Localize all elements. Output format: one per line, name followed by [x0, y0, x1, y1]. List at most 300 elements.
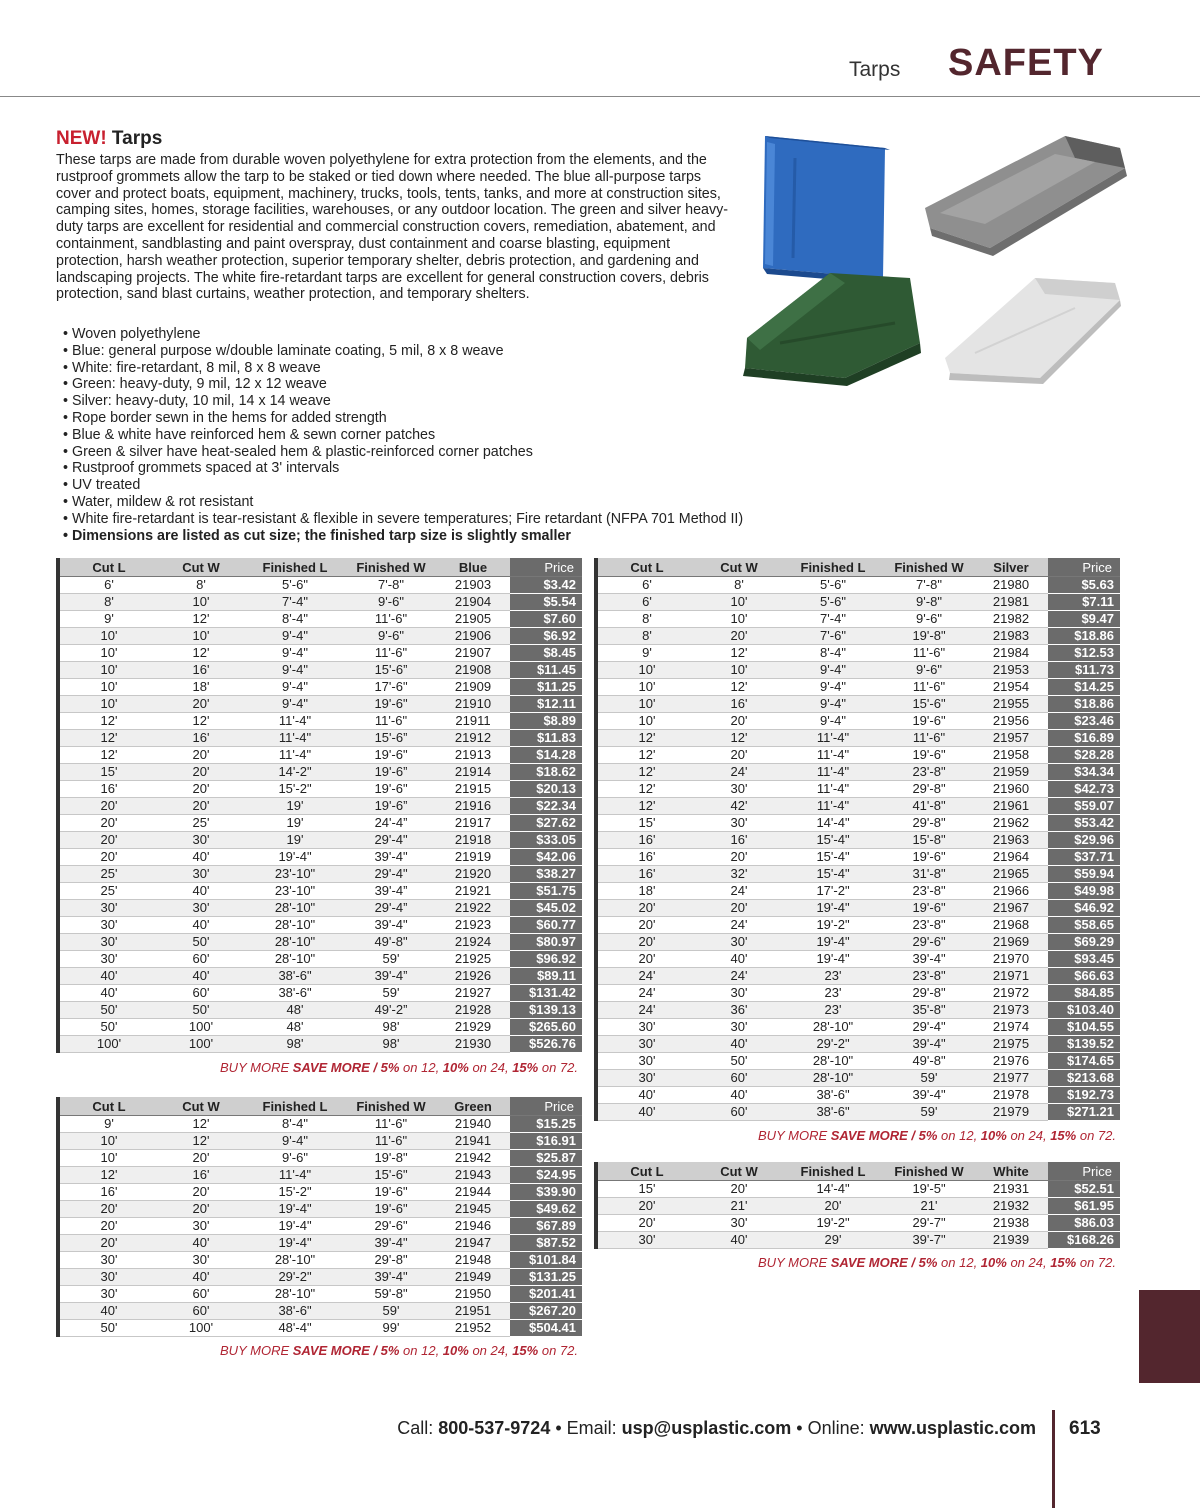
dimension-cell: 19'-6" [346, 747, 436, 764]
dimension-cell: 40' [158, 1269, 244, 1286]
table-row [596, 917, 1120, 934]
dimension-cell: 40' [158, 917, 244, 934]
price-cell: $174.65 [1048, 1053, 1120, 1070]
dimension-cell: 7'-8" [884, 577, 974, 594]
dimension-cell: 8' [596, 628, 696, 645]
silver-tarp-table [594, 558, 1120, 1121]
dimension-cell: 30' [696, 934, 782, 951]
dimension-cell: 9'-4" [244, 662, 346, 679]
price-cell: $45.02 [510, 900, 582, 917]
dimension-cell: 98' [346, 1019, 436, 1036]
item-number-cell: 21903 [436, 577, 510, 594]
dimension-cell: 48'-4" [244, 1320, 346, 1337]
item-number-cell: 21909 [436, 679, 510, 696]
item-number-cell: 21950 [436, 1286, 510, 1303]
price-cell: $12.53 [1048, 645, 1120, 662]
price-cell: $16.91 [510, 1133, 582, 1150]
dimension-cell: 20' [158, 747, 244, 764]
price-cell: $6.92 [510, 628, 582, 645]
price-cell: $89.11 [510, 968, 582, 985]
dimension-cell: 11'-6" [884, 730, 974, 747]
table-row [596, 594, 1120, 611]
price-cell: $201.41 [510, 1286, 582, 1303]
dimension-cell: 19'-6" [346, 1184, 436, 1201]
dimension-cell: 19'-6” [346, 764, 436, 781]
price-cell: $39.90 [510, 1184, 582, 1201]
dimension-cell: 9'-4" [782, 662, 884, 679]
dimension-cell: 9'-4" [244, 1133, 346, 1150]
dimension-cell: 30' [596, 1053, 696, 1070]
item-number-cell: 21953 [974, 662, 1048, 679]
dimension-cell: 39'-7" [884, 1232, 974, 1249]
dimension-cell: 8' [696, 577, 782, 594]
table-row [596, 1002, 1120, 1019]
price-cell: $49.98 [1048, 883, 1120, 900]
table-row [58, 645, 582, 662]
table-row [58, 662, 582, 679]
dimension-cell: 11'-4" [244, 730, 346, 747]
phone-number[interactable]: 800-537-9724 [438, 1418, 551, 1438]
price-cell: $59.94 [1048, 866, 1120, 883]
dimension-cell: 20' [158, 1150, 244, 1167]
dimension-cell: 5'-6" [244, 577, 346, 594]
dimension-cell: 19'-4" [244, 849, 346, 866]
table-row [58, 1019, 582, 1036]
item-number-cell: 21916 [436, 798, 510, 815]
dimension-cell: 39'-4" [884, 1036, 974, 1053]
price-cell: $103.40 [1048, 1002, 1120, 1019]
product-title-text: Tarps [106, 128, 163, 149]
dimension-cell: 12' [158, 713, 244, 730]
table-row [596, 900, 1120, 917]
table-row [58, 1184, 582, 1201]
item-number-cell: 21955 [974, 696, 1048, 713]
table-row [596, 1087, 1120, 1104]
price-cell: $25.87 [510, 1150, 582, 1167]
dimension-cell: 15' [58, 764, 158, 781]
feature-item: • Blue & white have reinforced hem & sewn corner patches [63, 426, 436, 443]
dimension-cell: 20' [58, 832, 158, 849]
item-number-cell: 21952 [436, 1320, 510, 1337]
dimension-cell: 16' [596, 832, 696, 849]
price-cell: $86.03 [1048, 1215, 1120, 1232]
dimension-cell: 19'-8" [346, 1150, 436, 1167]
dimension-cell: 24'-4” [346, 815, 436, 832]
item-number-cell: 21910 [436, 696, 510, 713]
dimension-cell: 18' [596, 883, 696, 900]
table-row [58, 900, 582, 917]
feature-item: • Water, mildew & rot resistant [63, 493, 254, 510]
dimension-cell: 10' [696, 611, 782, 628]
dimension-cell: 59' [884, 1070, 974, 1087]
dimension-cell: 29'-8" [346, 1252, 436, 1269]
item-number-cell: 21926 [436, 968, 510, 985]
dimension-cell: 24' [596, 968, 696, 985]
dimension-cell: 50' [58, 1320, 158, 1337]
price-cell: $192.73 [1048, 1087, 1120, 1104]
item-number-cell: 21974 [974, 1019, 1048, 1036]
dimension-cell: 24' [696, 968, 782, 985]
dimension-cell: 12' [696, 645, 782, 662]
dimension-cell: 15'-2" [244, 781, 346, 798]
price-cell: $8.45 [510, 645, 582, 662]
dimension-cell: 11'-4" [782, 781, 884, 798]
table-row [58, 781, 582, 798]
dimension-cell: 23'-8" [884, 968, 974, 985]
silver-table-body [596, 577, 1120, 1121]
table-row [58, 1218, 582, 1235]
dimension-cell: 12' [596, 781, 696, 798]
dimension-cell: 20' [596, 934, 696, 951]
dimension-cell: 38'-6" [782, 1104, 884, 1121]
dimension-cell: 30' [58, 1286, 158, 1303]
price-cell: $49.62 [510, 1201, 582, 1218]
item-number-cell: 21930 [436, 1036, 510, 1053]
item-number-cell: 21942 [436, 1150, 510, 1167]
dimension-cell: 5'-6" [782, 577, 884, 594]
table-row [58, 611, 582, 628]
price-cell: $93.45 [1048, 951, 1120, 968]
table-row [596, 1053, 1120, 1070]
dimension-cell: 19'-4" [782, 951, 884, 968]
dimension-cell: 23'-8" [884, 917, 974, 934]
table-row [596, 747, 1120, 764]
item-number-cell: 21972 [974, 985, 1048, 1002]
price-cell: $29.96 [1048, 832, 1120, 849]
dimension-cell: 10' [158, 594, 244, 611]
item-number-cell: 21941 [436, 1133, 510, 1150]
item-number-cell: 21947 [436, 1235, 510, 1252]
table-row [596, 628, 1120, 645]
table-row [596, 662, 1120, 679]
dimension-cell: 9' [596, 645, 696, 662]
new-badge: NEW! [56, 128, 107, 149]
dimension-cell: 30' [158, 900, 244, 917]
dimension-cell: 6' [58, 577, 158, 594]
feature-item-bold: • Dimensions are listed as cut size; the finished tarp size is slightly smaller [63, 527, 571, 544]
col-header: Finished L [244, 558, 346, 577]
price-cell: $60.77 [510, 917, 582, 934]
dimension-cell: 29'-4" [346, 866, 436, 883]
dimension-cell: 19' [244, 832, 346, 849]
item-number-cell: 21932 [974, 1198, 1048, 1215]
dimension-cell: 40' [58, 1303, 158, 1320]
table-row [58, 1252, 582, 1269]
price-cell: $271.21 [1048, 1104, 1120, 1121]
dimension-cell: 11'-4" [244, 747, 346, 764]
item-number-cell: 21949 [436, 1269, 510, 1286]
table-row [58, 1116, 582, 1133]
price-cell: $18.86 [1048, 628, 1120, 645]
dimension-cell: 41'-8" [884, 798, 974, 815]
dimension-cell: 20' [696, 628, 782, 645]
table-row [58, 1303, 582, 1320]
dimension-cell: 20' [58, 798, 158, 815]
price-cell: $67.89 [510, 1218, 582, 1235]
item-number-cell: 21948 [436, 1252, 510, 1269]
dimension-cell: 30' [696, 815, 782, 832]
dimension-cell: 19' [244, 798, 346, 815]
item-number-cell: 21964 [974, 849, 1048, 866]
table-row [58, 1320, 582, 1337]
dimension-cell: 5'-6" [782, 594, 884, 611]
item-number-cell: 21956 [974, 713, 1048, 730]
feature-item: • Woven polyethylene [63, 326, 201, 342]
price-cell: $213.68 [1048, 1070, 1120, 1087]
dimension-cell: 30' [58, 951, 158, 968]
table-row [596, 645, 1120, 662]
dimension-cell: 42' [696, 798, 782, 815]
price-cell: $267.20 [510, 1303, 582, 1320]
dimension-cell: 40' [696, 1036, 782, 1053]
item-number-cell: 21905 [436, 611, 510, 628]
dimension-cell: 60' [696, 1104, 782, 1121]
table-row [58, 1235, 582, 1252]
dimension-cell: 12' [596, 730, 696, 747]
dimension-cell: 9'-6" [884, 662, 974, 679]
dimension-cell: 9' [58, 611, 158, 628]
item-number-cell: 21979 [974, 1104, 1048, 1121]
dimension-cell: 30' [696, 781, 782, 798]
dimension-cell: 9'-6" [244, 1150, 346, 1167]
item-number-cell: 21957 [974, 730, 1048, 747]
price-cell: $168.26 [1048, 1232, 1120, 1249]
price-cell: $12.11 [510, 696, 582, 713]
item-number-cell: 21962 [974, 815, 1048, 832]
table-row [596, 1215, 1120, 1232]
item-number-cell: 21915 [436, 781, 510, 798]
table-row [58, 951, 582, 968]
feature-item: • Silver: heavy-duty, 10 mil, 14 x 14 weave [63, 393, 331, 410]
dimension-cell: 20' [58, 1201, 158, 1218]
price-cell: $265.60 [510, 1019, 582, 1036]
dimension-cell: 30' [158, 1252, 244, 1269]
dimension-cell: 6' [596, 594, 696, 611]
table-row [58, 832, 582, 849]
dimension-cell: 23' [782, 985, 884, 1002]
table-row [596, 985, 1120, 1002]
dimension-cell: 9'-6" [346, 594, 436, 611]
dimension-cell: 28'-10" [244, 917, 346, 934]
item-number-cell: 21982 [974, 611, 1048, 628]
table-row [596, 679, 1120, 696]
col-header: Cut W [696, 1162, 782, 1181]
website-link[interactable]: www.usplastic.com [869, 1418, 1036, 1438]
price-cell: $27.62 [510, 815, 582, 832]
dimension-cell: 6' [596, 577, 696, 594]
dimension-cell: 20' [58, 849, 158, 866]
dimension-cell: 30' [596, 1232, 696, 1249]
price-cell: $51.75 [510, 883, 582, 900]
table-header-row [596, 1162, 1120, 1181]
dimension-cell: 40' [58, 985, 158, 1002]
dimension-cell: 10' [58, 645, 158, 662]
dimension-cell: 29' [782, 1232, 884, 1249]
item-number-cell: 21914 [436, 764, 510, 781]
dimension-cell: 12' [596, 798, 696, 815]
price-cell: $22.34 [510, 798, 582, 815]
green-table-body [58, 1116, 582, 1337]
dimension-cell: 29'-6" [346, 1218, 436, 1235]
dimension-cell: 40' [596, 1104, 696, 1121]
email-link[interactable]: usp@usplastic.com [621, 1418, 792, 1438]
price-cell: $46.92 [1048, 900, 1120, 917]
item-number-cell: 21969 [974, 934, 1048, 951]
feature-item: • Rope border sewn in the hems for added strength [63, 409, 387, 426]
table-row [58, 696, 582, 713]
dimension-cell: 30' [696, 1215, 782, 1232]
dimension-cell: 9'-4" [244, 628, 346, 645]
dimension-cell: 9'-8" [884, 594, 974, 611]
dimension-cell: 20' [596, 1198, 696, 1215]
table-row [58, 713, 582, 730]
dimension-cell: 50' [696, 1053, 782, 1070]
dimension-cell: 8'-4" [244, 1116, 346, 1133]
item-number-cell: 21925 [436, 951, 510, 968]
item-number-cell: 21927 [436, 985, 510, 1002]
dimension-cell: 10' [596, 679, 696, 696]
dimension-cell: 30' [58, 917, 158, 934]
price-cell: $14.28 [510, 747, 582, 764]
dimension-cell: 16' [58, 1184, 158, 1201]
col-header: Price [1048, 1162, 1120, 1181]
item-number-cell: 21968 [974, 917, 1048, 934]
price-cell: $15.25 [510, 1116, 582, 1133]
table-row [58, 934, 582, 951]
dimension-cell: 14'-4" [782, 1181, 884, 1198]
item-number-cell: 21984 [974, 645, 1048, 662]
green-tarp-image [743, 273, 921, 386]
dimension-cell: 59' [346, 985, 436, 1002]
dimension-cell: 15'-4" [782, 832, 884, 849]
price-cell: $58.65 [1048, 917, 1120, 934]
dimension-cell: 15'-2" [244, 1184, 346, 1201]
dimension-cell: 24' [596, 1002, 696, 1019]
item-number-cell: 21960 [974, 781, 1048, 798]
col-header: Cut L [58, 558, 158, 577]
dimension-cell: 15' [596, 1181, 696, 1198]
dimension-cell: 14'-2" [244, 764, 346, 781]
price-cell: $11.45 [510, 662, 582, 679]
table-row [58, 1002, 582, 1019]
dimension-cell: 20' [158, 764, 244, 781]
dimension-cell: 7'-4" [782, 611, 884, 628]
price-cell: $131.25 [510, 1269, 582, 1286]
col-header: Price [510, 558, 582, 577]
dimension-cell: 29'-4” [346, 900, 436, 917]
price-cell: $42.06 [510, 849, 582, 866]
dimension-cell: 40' [596, 1087, 696, 1104]
price-cell: $84.85 [1048, 985, 1120, 1002]
dimension-cell: 25' [58, 883, 158, 900]
dimension-cell: 12' [596, 764, 696, 781]
item-number-cell: 21911 [436, 713, 510, 730]
item-number-cell: 21954 [974, 679, 1048, 696]
bulk-discount-note: BUY MORE SAVE MORE / 5% on 12, 10% on 24, 15% on 72. [758, 1128, 1116, 1143]
dimension-cell: 28'-10" [244, 900, 346, 917]
footer-divider [1052, 1410, 1055, 1508]
col-header: White [974, 1162, 1048, 1181]
table-row [596, 1019, 1120, 1036]
price-cell: $23.46 [1048, 713, 1120, 730]
dimension-cell: 28'-10" [244, 951, 346, 968]
dimension-cell: 11'-4" [244, 1167, 346, 1184]
dimension-cell: 15'-4" [782, 866, 884, 883]
dimension-cell: 50' [158, 934, 244, 951]
dimension-cell: 15'-6” [346, 662, 436, 679]
dimension-cell: 29'-4" [346, 832, 436, 849]
dimension-cell: 60' [158, 1303, 244, 1320]
item-number-cell: 21912 [436, 730, 510, 747]
table-header-row [596, 558, 1120, 577]
item-number-cell: 21978 [974, 1087, 1048, 1104]
col-header: Cut W [158, 1097, 244, 1116]
price-cell: $61.95 [1048, 1198, 1120, 1215]
dimension-cell: 16' [158, 662, 244, 679]
table-row [596, 883, 1120, 900]
dimension-cell: 12' [158, 611, 244, 628]
dimension-cell: 99' [346, 1320, 436, 1337]
price-cell: $7.60 [510, 611, 582, 628]
feature-item: • White: fire-retardant, 8 mil, 8 x 8 weave [63, 359, 321, 376]
dimension-cell: 16' [58, 781, 158, 798]
silver-tarp-image [925, 136, 1127, 256]
dimension-cell: 15'-6" [346, 1167, 436, 1184]
dimension-cell: 28'-10" [244, 934, 346, 951]
dimension-cell: 40' [158, 849, 244, 866]
dimension-cell: 29'-6" [884, 934, 974, 951]
dimension-cell: 32' [696, 866, 782, 883]
price-cell: $69.29 [1048, 934, 1120, 951]
item-number-cell: 21965 [974, 866, 1048, 883]
dimension-cell: 9'-4" [782, 679, 884, 696]
blue-tarp-image [763, 136, 890, 284]
dimension-cell: 20' [158, 798, 244, 815]
col-header: Green [436, 1097, 510, 1116]
item-number-cell: 21939 [974, 1232, 1048, 1249]
dimension-cell: 20' [596, 917, 696, 934]
dimension-cell: 20' [782, 1198, 884, 1215]
dimension-cell: 23' [782, 1002, 884, 1019]
item-number-cell: 21913 [436, 747, 510, 764]
dimension-cell: 24' [696, 883, 782, 900]
item-number-cell: 21920 [436, 866, 510, 883]
dimension-cell: 35'-8" [884, 1002, 974, 1019]
table-row [596, 764, 1120, 781]
table-row [58, 798, 582, 815]
dimension-cell: 16' [696, 832, 782, 849]
dimension-cell: 10' [696, 662, 782, 679]
dimension-cell: 30' [58, 1269, 158, 1286]
dimension-cell: 11'-4" [782, 798, 884, 815]
item-number-cell: 21938 [974, 1215, 1048, 1232]
dimension-cell: 9' [58, 1116, 158, 1133]
dimension-cell: 38'-6" [782, 1087, 884, 1104]
dimension-cell: 48' [244, 1002, 346, 1019]
white-tarp-table [594, 1162, 1120, 1249]
item-number-cell: 21973 [974, 1002, 1048, 1019]
item-number-cell: 21958 [974, 747, 1048, 764]
item-number-cell: 21966 [974, 883, 1048, 900]
dimension-cell: 8' [158, 577, 244, 594]
dimension-cell: 30' [596, 1019, 696, 1036]
dimension-cell: 50' [58, 1002, 158, 1019]
col-header: Finished L [782, 558, 884, 577]
price-cell: $3.42 [510, 577, 582, 594]
dimension-cell: 11'-6" [346, 1133, 436, 1150]
dimension-cell: 29'-8" [884, 781, 974, 798]
dimension-cell: 23'-8" [884, 883, 974, 900]
